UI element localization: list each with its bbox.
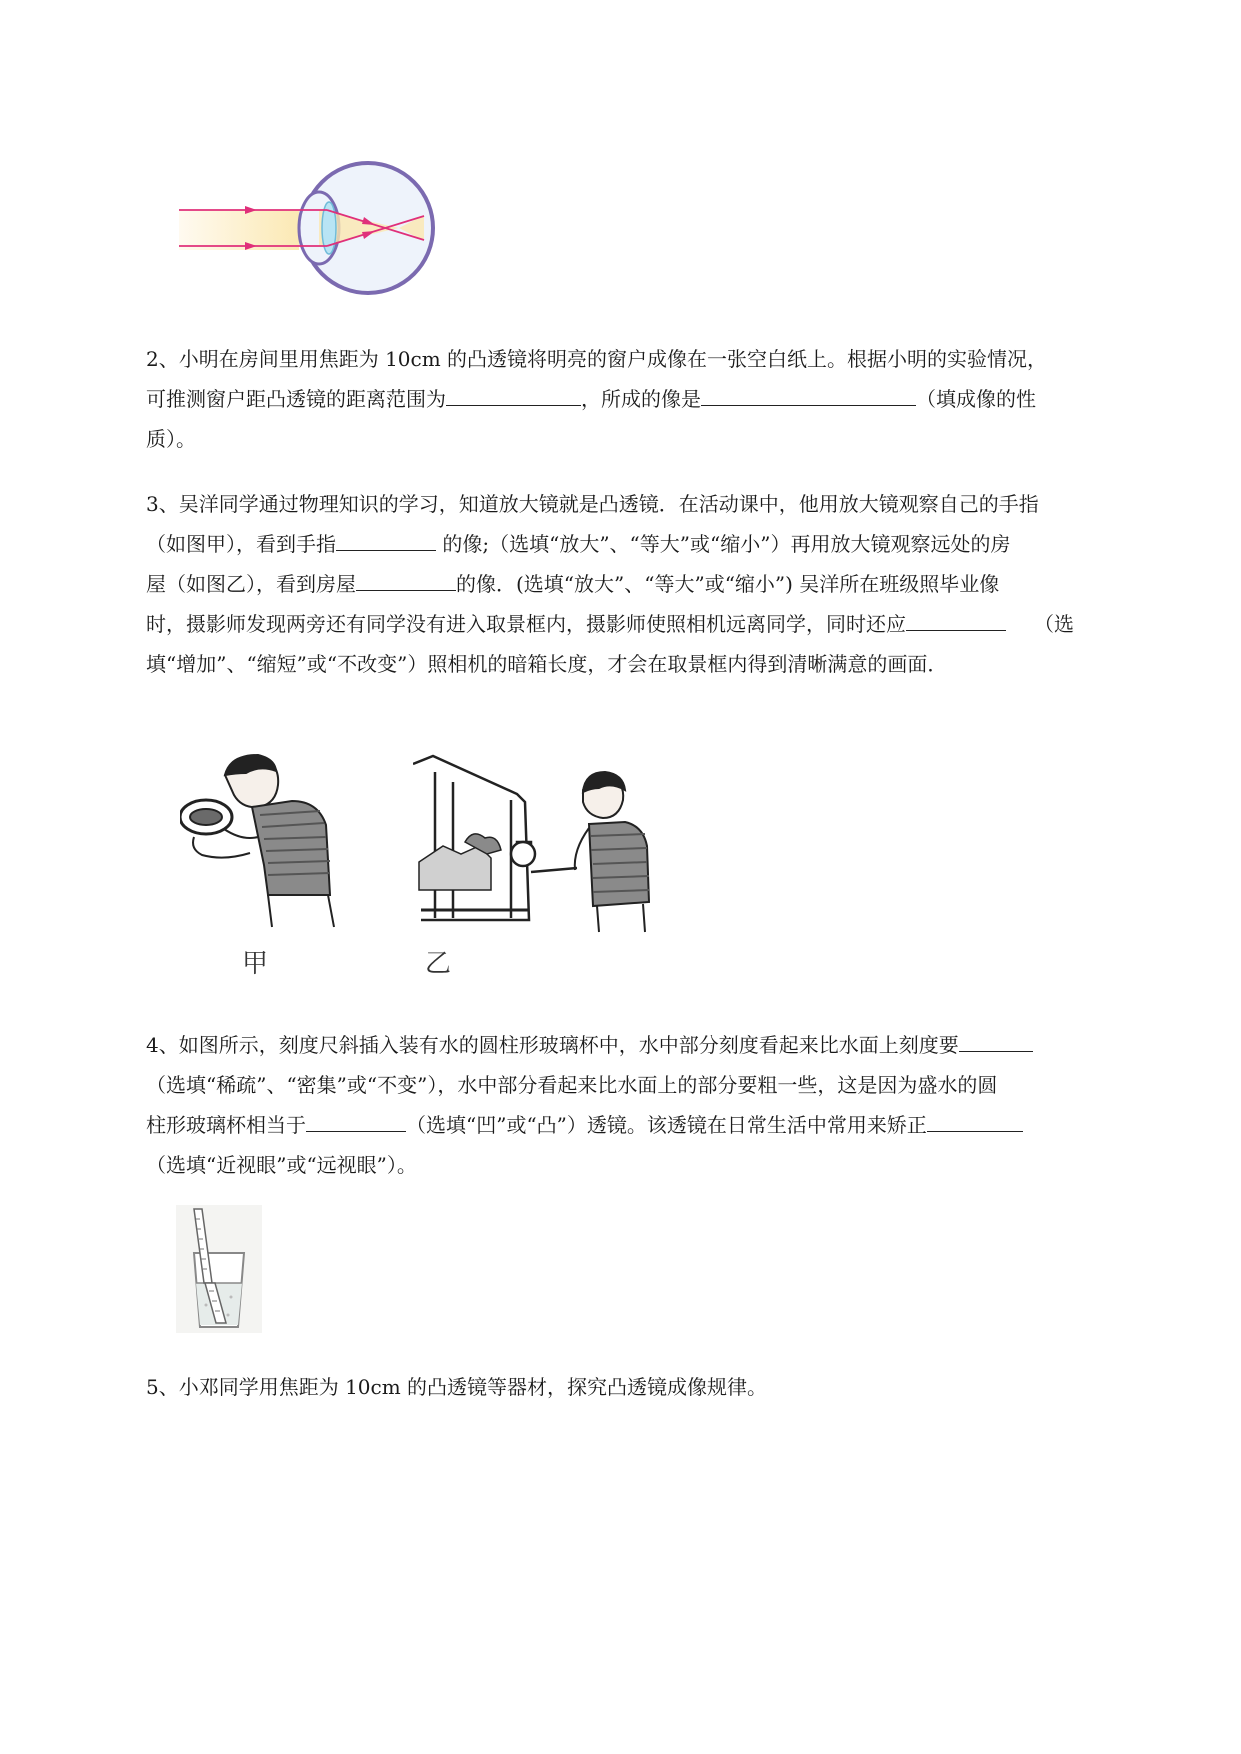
q3-line-2-text: （如图甲），看到手指 [146,532,336,556]
ruler-in-glass-figure [176,1205,262,1333]
answer-blank-finger-image[interactable] [336,530,436,551]
q2-line-1: 2、小明在房间里用焦距为 10cm 的凸透镜将明亮的窗户成像在一张空白纸上。根据小明的实验情况， [146,347,1048,371]
q3-line-5: 填“增加”、“缩短”或“不改变”）照相机的暗箱长度，才会在取景框内得到清晰满意的画面． [146,652,948,676]
q4-line-2: （选填“稀疏”、“密集”或“不变”），水中部分看起来比水面上的部分要粗一些，这是因为盛水的圆 [146,1073,998,1097]
q5-line-1: 5、小邓同学用焦距为 10cm 的凸透镜等器材，探究凸透镜成像规律。 [146,1375,768,1399]
q4-line-4: （选填“近视眼”或“远视眼”）。 [146,1153,417,1177]
q2-line-2-end: （填成像的性 [916,387,1036,411]
camera-boy-figure [413,742,653,934]
question-5 [146,1367,1146,1407]
q4-line-3-mid: （选填“凹”或“凸”）透镜。该透镜在日常生活中常用来矫正 [406,1113,927,1137]
question-3 [146,484,1146,684]
q3-line-2-end: 的像;（选填“放大”、“等大”或“缩小”）再用放大镜观察远处的房 [436,532,1011,556]
figure-label-jia: 甲 [242,949,269,979]
answer-blank-house-image[interactable] [356,570,456,591]
q3-line-1: 3、吴洋同学通过物理知识的学习，知道放大镜就是凸透镜．在活动课中，他用放大镜观察自己的手指 [146,492,1039,516]
q4-line-3-text: 柱形玻璃杯相当于 [146,1113,306,1137]
answer-blank-scale-density[interactable] [959,1031,1033,1052]
q3-line-4-text: 时，摄影师发现两旁还有同学没有进入取景框内，摄影师使照相机远离同学，同时还应 [146,612,906,636]
magnifier-boy-figure [180,745,365,930]
question-2 [146,339,1146,459]
q3-line-3-end: 的像．(选填“放大”、“等大”或“缩小”) 吴洋所在班级照毕业像 [456,572,1000,596]
answer-blank-camera-length[interactable] [906,610,1006,631]
answer-blank-lens-type[interactable] [306,1111,406,1132]
q3-line-4-end: （选 [1034,612,1074,636]
q2-line-2-text: 可推测窗户距凸透镜的距离范围为 [146,387,446,411]
figure-label-yi: 乙 [425,949,452,979]
answer-blank-image-nature[interactable] [701,385,916,406]
question-4 [146,1025,1146,1185]
answer-blank-vision-correction[interactable] [927,1111,1023,1132]
q2-line-2-mid: ，所成的像是 [581,387,701,411]
q4-line-1-text: 4、如图所示，刻度尺斜插入装有水的圆柱形玻璃杯中，水中部分刻度看起来比水面上刻度要 [146,1033,959,1057]
answer-blank-distance-range[interactable] [446,385,581,406]
q3-line-3-text: 屋（如图乙），看到房屋 [146,572,356,596]
q2-line-3: 质）。 [146,427,196,451]
eye-diagram [175,158,435,298]
